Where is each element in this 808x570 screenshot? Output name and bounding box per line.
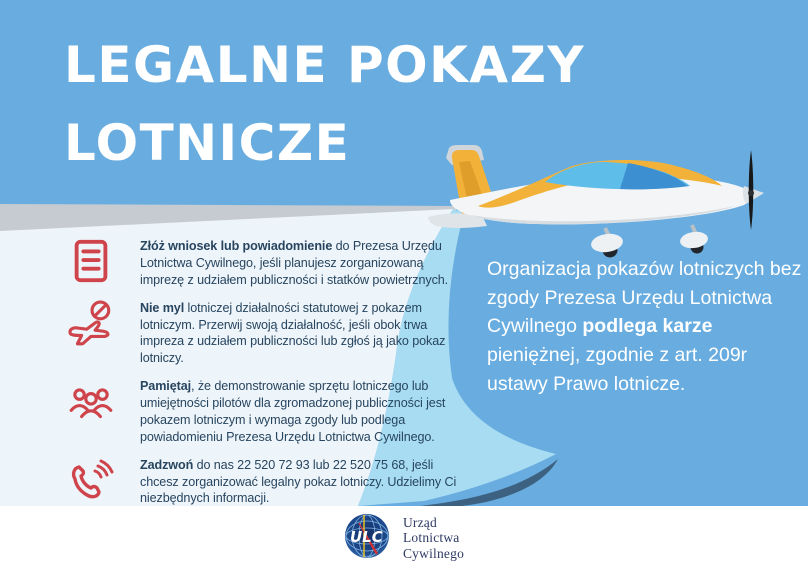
list-item-rest: do Prezesa Urzędu Lotnictwa Cywilnego, jeśli planujesz zorganizowaną imprezę z udziałem publiczności i statków powietrznych.: [140, 239, 449, 287]
list-item-rest: lotniczej działalności statutowej z pokazem lotniczym. Przerwij swoją działalność, jeśli obok trwa impreza z udziałem publiczności lub zgłoś ją jako pokaz lotniczy.: [140, 300, 446, 366]
penalty-warning-post: pieniężnej, zgodnie z art. 209r ustawy Prawo lotnicze.: [487, 343, 748, 395]
list-item: [66, 238, 474, 289]
footer: [0, 506, 808, 570]
list-item-text: [140, 457, 466, 508]
poster-title-line2: LOTNICZE: [64, 114, 351, 172]
list-item-text: [140, 238, 466, 289]
list-item-lead: Pamiętaj: [140, 379, 192, 394]
penalty-warning-pre: Organizacja pokazów lotniczych bez zgody Prezesa Urzędu Lotnictwa Cywilnego: [487, 258, 802, 338]
poster-title-line1: LEGALNE POKAZY: [64, 36, 586, 94]
list-item-lead: Zadzwoń: [140, 457, 194, 472]
no-fly-icon: [66, 300, 116, 350]
list-item-text: [140, 300, 466, 368]
svg-text:ULC: ULC: [349, 527, 383, 546]
list-item-lead: Nie myl: [140, 300, 185, 315]
document-icon: [66, 238, 116, 284]
ulc-logo: [344, 513, 390, 564]
organization-name: [403, 515, 464, 560]
list-item: [66, 378, 474, 446]
poster-title: [64, 26, 585, 182]
organization-name-line: Urząd: [402, 515, 437, 531]
list-item: [66, 300, 474, 368]
penalty-warning-text: [487, 255, 803, 398]
penalty-warning-bold: podlega karze: [582, 315, 713, 338]
organization-name-line: Lotnictwa: [402, 530, 460, 546]
phone-icon: [66, 457, 116, 505]
audience-icon: [66, 378, 116, 428]
list-item: [66, 457, 474, 508]
checklist: [66, 238, 474, 518]
list-item-text: [140, 378, 466, 446]
list-item-rest: , że demonstrowanie sprzętu lotniczego lub umiejętności pilotów dla zgromadzonej publiczności jest pokazem lotniczym i wymaga zgody lub podlega powiadomieniu Prezesa Urzędu Lotnictwa Cywilnego.: [140, 379, 446, 444]
list-item-rest: do nas 22 520 72 93 lub 22 520 75 68, jeśli chcesz zorganizować legalny pokaz lotniczy. Udzielimy Ci niezbędnych informacji.: [140, 457, 457, 506]
list-item-lead: Złóż wniosek lub powiadomienie: [140, 239, 333, 253]
organization-name-line: Cywilnego: [402, 545, 465, 561]
